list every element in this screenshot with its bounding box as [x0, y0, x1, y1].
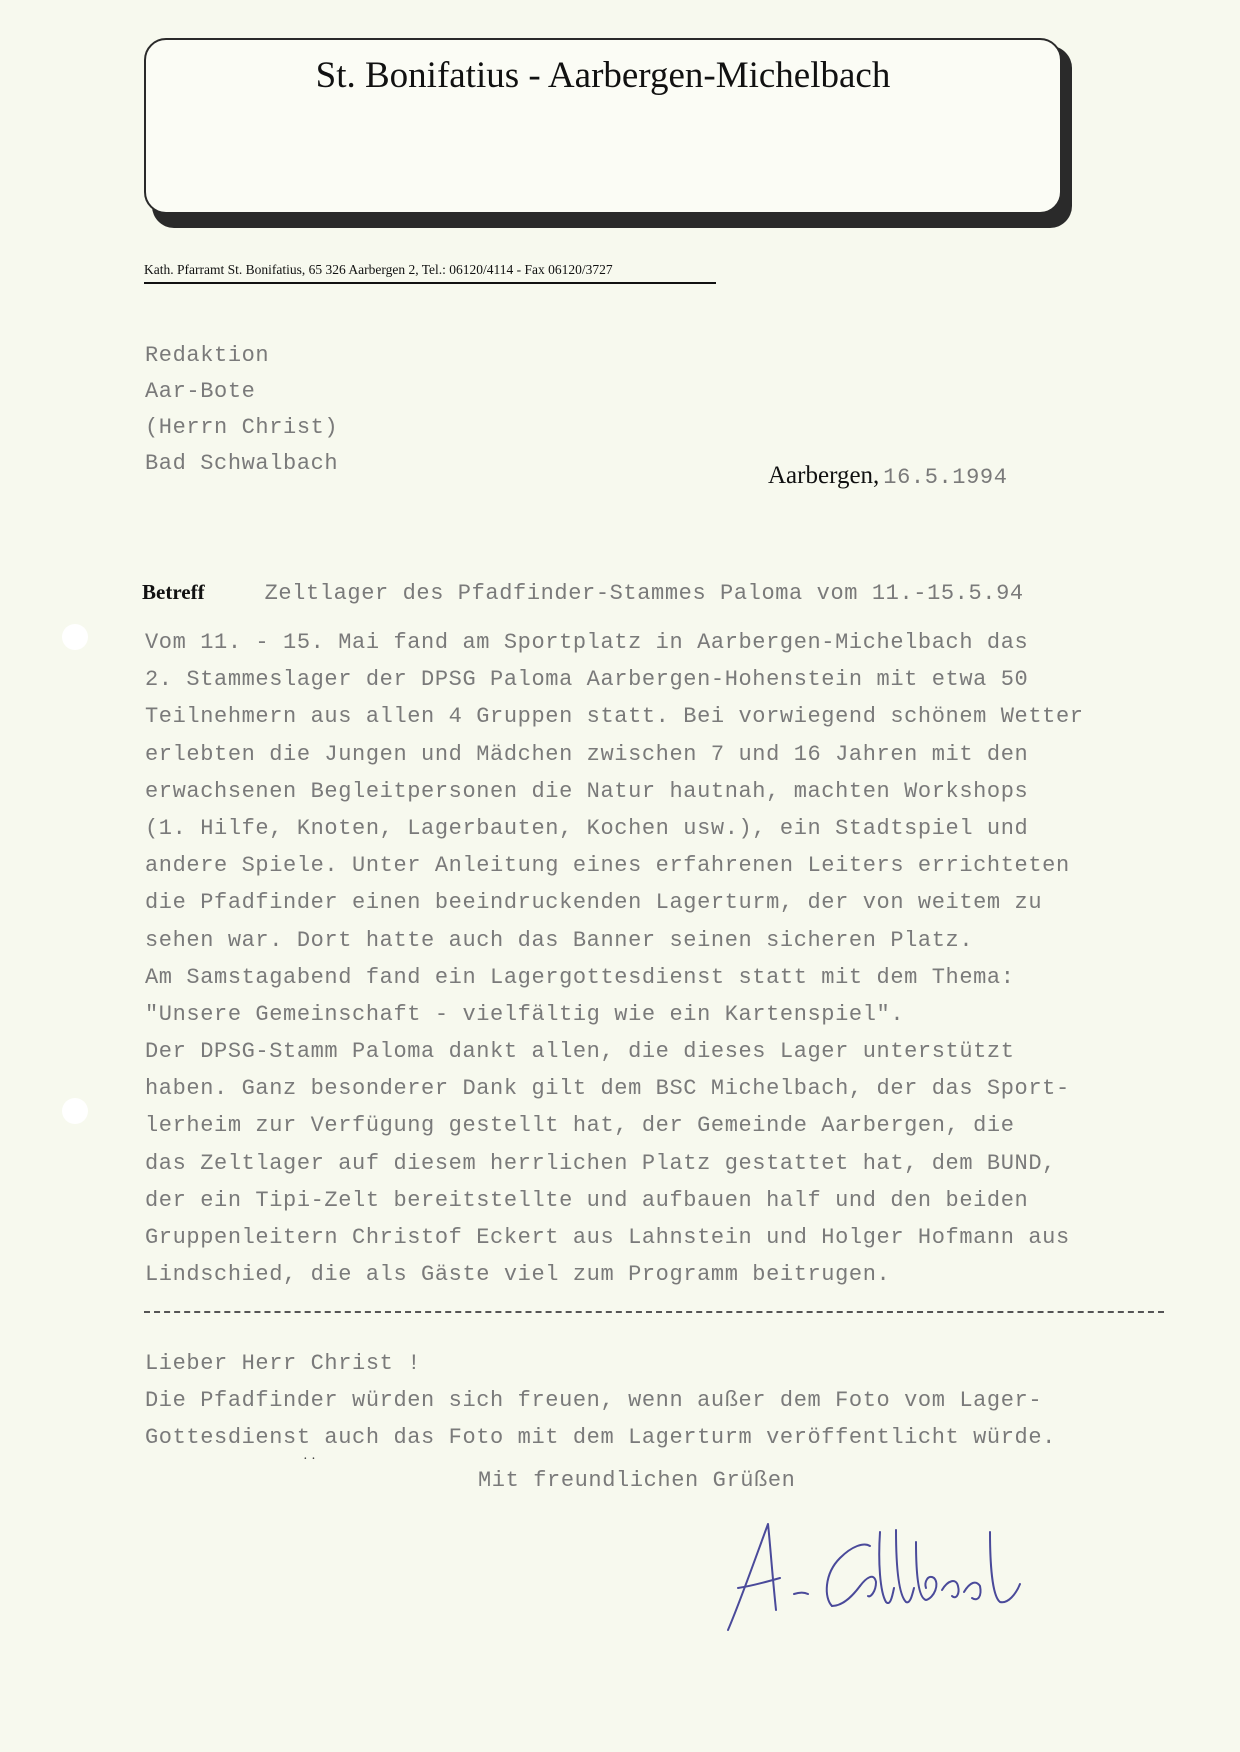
signature	[720, 1502, 1030, 1642]
punch-hole-top	[62, 624, 88, 650]
body-line: Vom 11. - 15. Mai fand am Sportplatz in Aarbergen-Michelbach das	[145, 630, 1029, 655]
closing-phrase: Mit freundlichen Grüßen	[478, 1468, 796, 1493]
body-line: lerheim zur Verfügung gestellt hat, der Gemeinde Aarbergen, die	[145, 1113, 1015, 1139]
subject-label: Betreff	[142, 580, 205, 604]
postscript-line: Lieber Herr Christ !	[145, 1351, 422, 1376]
body-line: erlebten die Jungen und Mädchen zwischen 7 und 16 Jahren mit den	[145, 741, 1029, 767]
recipient-line: (Herrn Christ)	[145, 415, 339, 440]
body-line: "Unsere Gemeinschaft - vielfältig wie ein Kartenspiel".	[145, 1001, 905, 1027]
letterhead-title: St. Bonifatius - Aarbergen-Michelbach	[315, 55, 891, 96]
body-line: erwachsenen Begleitpersonen die Natur hautnah, machten Workshops	[145, 778, 1029, 804]
postscript-line: Gottesdienst auch das Foto mit dem Lagerturm veröffentlicht würde.	[145, 1425, 1056, 1450]
dashed-divider	[144, 1311, 1164, 1313]
body-line: 2. Stammeslager der DPSG Paloma Aarbergen-Hohenstein mit etwa 50	[145, 667, 1029, 693]
date-line	[768, 462, 1008, 490]
recipient-line: Aar-Bote	[145, 379, 256, 404]
body-line: Lindschied, die als Gäste viel zum Programm beitrugen.	[145, 1262, 891, 1288]
date-place: Aarbergen,	[768, 462, 880, 489]
body-line: Gruppenleitern Christof Eckert aus Lahnstein und Holger Hofmann aus	[145, 1225, 1070, 1250]
body-line: Der DPSG-Stamm Paloma dankt allen, die dieses Lager unterstützt	[145, 1039, 1015, 1065]
subject-text: Zeltlager des Pfadfinder-Stammes Paloma vom 11.-15.5.94	[264, 581, 1024, 606]
postscript	[145, 1345, 1056, 1456]
sender-address-line: Kath. Pfarramt St. Bonifatius, 65 326 Aarbergen 2, Tel.: 06120/4114 - Fax 06120/3727	[144, 262, 716, 284]
stray-marks: · ·	[303, 1452, 316, 1467]
punch-hole-bottom	[62, 1098, 88, 1124]
body-line: der ein Tipi-Zelt bereitstellte und aufbauen half und den beiden	[145, 1187, 1029, 1213]
recipient-address	[145, 338, 338, 482]
recipient-line: Bad Schwalbach	[145, 451, 339, 476]
subject-line	[142, 580, 1024, 606]
body-line: andere Spiele. Unter Anleitung eines erfahrenen Leiters errichteten	[145, 853, 1070, 879]
body-line: sehen war. Dort hatte auch das Banner seinen sicheren Platz.	[145, 927, 974, 953]
letter-body	[145, 624, 1084, 1293]
body-line: Am Samstagabend fand ein Lagergottesdienst statt mit dem Thema:	[145, 964, 1015, 990]
body-line: das Zeltlager auf diesem herrlichen Platz gestattet hat, dem BUND,	[145, 1150, 1056, 1176]
date-value: 16.5.1994	[883, 465, 1008, 490]
postscript-line: Die Pfadfinder würden sich freuen, wenn außer dem Foto vom Lager-	[145, 1388, 1043, 1413]
body-line: (1. Hilfe, Knoten, Lagerbauten, Kochen usw.), ein Stadtspiel und	[145, 815, 1029, 841]
body-line: die Pfadfinder einen beeindruckenden Lagerturm, der von weitem zu	[145, 890, 1043, 916]
recipient-line: Redaktion	[145, 343, 270, 368]
body-line: haben. Ganz besonderer Dank gilt dem BSC Michelbach, der das Sport-	[145, 1076, 1070, 1102]
letterhead	[144, 38, 1062, 214]
body-line: Teilnehmern aus allen 4 Gruppen statt. Bei vorwiegend schönem Wetter	[145, 704, 1084, 730]
